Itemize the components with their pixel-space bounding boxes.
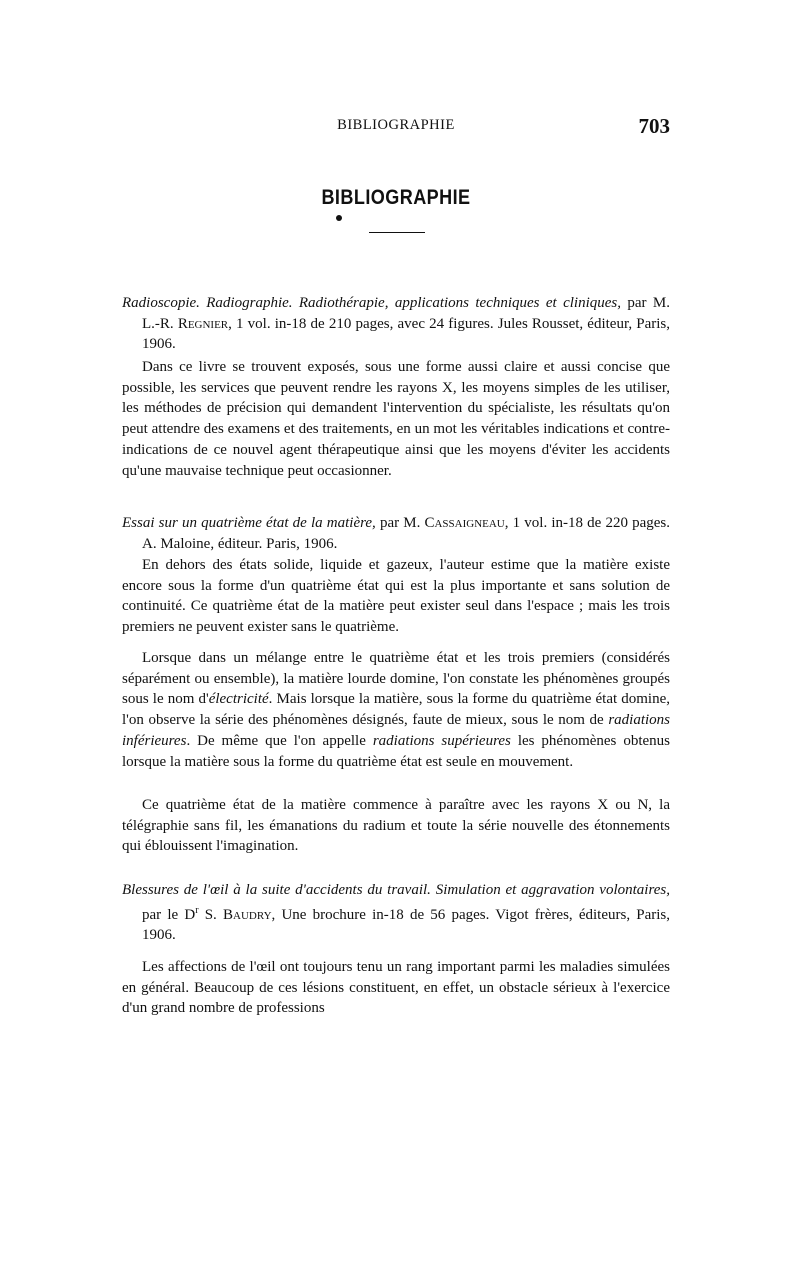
entry-1-by: par M. L.-R. [142,295,670,332]
entry-2-term-radiations-inferieures: radiations inférieures [122,712,670,749]
entry-2-p2-text-g: les phénomènes obtenus lorsque la matière sous la forme du quatrième état est seule en mouvement. [122,732,670,770]
entry-2-paragraph-3: Ce quatrième état de la matière commence à paraître avec les rayons X ou N, la télégraphie sans fil, les émanations du radium et toute la série nouvelle des étonnements qui éblouissent l'imagination. [122,797,670,855]
entry-2-title: Essai sur un quatrième état de la matière, [122,515,376,531]
entry-2-term-electricite: électricité [208,691,269,708]
entry-3-by-sup: r [195,904,199,916]
page-number: 703 [638,114,670,138]
entry-2-term-radiations-superieures: radiations supérieures [372,732,511,749]
entry-1-author: Regnier [177,315,229,332]
entry-3-by-2: S. [198,906,223,923]
entry-2-p2-text-a: Lorsque dans un mélange entre le quatrième état et les trois premiers (considérés séparément ou ensemble), la matière lourde domine, l'on constate les phénomènes groupés sous le nom d' [122,650,670,708]
entry-3-author: Baudry [223,906,272,923]
entry-3-heading [122,880,670,946]
entry-1-heading [122,293,670,355]
running-head [122,114,670,136]
entry-1-details: , 1 vol. in-18 de 210 pages, avec 24 figures. Jules Rousset, éditeur, Paris, 1906. [142,315,670,352]
entry-2-paragraph-2 [122,648,670,772]
entry-2-p2-text-c: . Mais lorsque la matière, sous la forme du quatrième état domine, l'on observe la série des phénomènes désignés, faute de mieux, sous le nom de [122,691,670,729]
entry-3-by: par le D [142,906,196,923]
entry-2-by: par M. [375,515,425,531]
entry-1-paragraph: Dans ce livre se trouvent exposés, sous une forme aussi claire et aussi concise que possible, les services que peuvent rendre les rayons X, les moyens simples de les utiliser, les méthodes de précision qui demandent l'intervention du spécialiste, les résultats qu'on peut attendre des examens et des traitements, en un mot les véritables indications et contre-indications de ce nouvel agent thérapeutique ainsi que les moyens d'éviter les accidents qu'une mauvaise technique peut occasionner. [122,359,670,479]
entry-3-title: Blessures de l'œil à la suite d'accidents du travail. Simulation et aggravation volontaires, [122,882,670,898]
entry-2-details: , 1 vol. in-18 de 220 pages. A. Maloine, éditeur. Paris, 1906. [142,515,670,552]
title-rule [369,232,425,233]
entry-2-author: Cassaigneau [424,515,505,531]
entry-1-title: Radioscopie. Radiographie. Radiothérapie, applications techniques et cliniques, [122,295,621,311]
title-ornament-dot [336,215,342,221]
entry-2-heading [122,513,670,554]
entry-2-paragraph-1: En dehors des états solide, liquide et gazeux, l'auteur estime que la matière existe encore sous la forme d'un quatrième état qui est la plus importante et sans solution de continuité. Ce quatrième état de la matière peut exister seul dans l'espace ; mais les trois premiers ne peuvent exister sans le quatrième. [122,557,670,636]
entry-3-paragraph: Les affections de l'œil ont toujours tenu un rang important parmi les maladies simulées en général. Beaucoup de ces lésions constituent, en effet, un obstacle sérieux à l'exercice d'un grand nombre de professions [122,959,670,1017]
entry-3-details: , Une brochure in-18 de 56 pages. Vigot frères, éditeurs, Paris, 1906. [142,906,671,943]
running-title: BIBLIOGRAPHIE [337,117,455,133]
entry-2-p2-text-e: . De même que l'on appelle [186,732,373,749]
section-title: BIBLIOGRAPHIE [321,186,471,209]
